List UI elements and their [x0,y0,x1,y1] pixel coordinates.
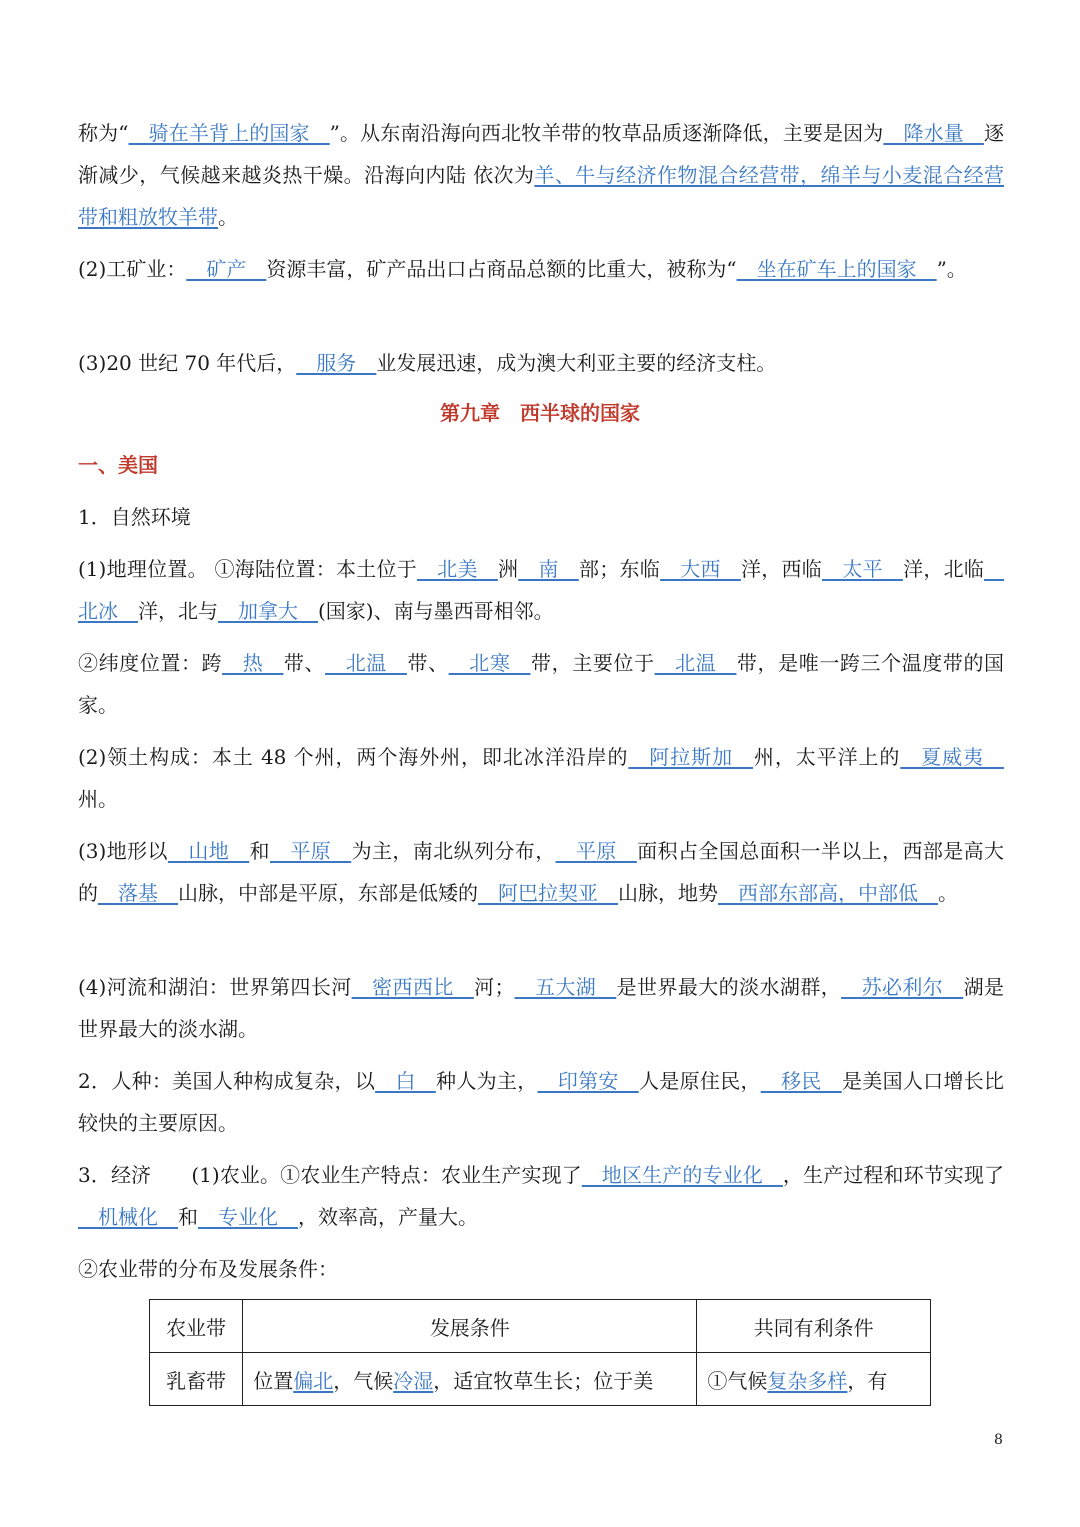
answer: __大西__ [660,557,741,581]
answer: __热__ [222,651,284,675]
answer: __机械化__ [78,1205,178,1229]
answer: 冷湿 [393,1368,434,1393]
para-australia-mining: (2)工矿业：__矿产__资源丰富，矿产品出口占商品总额的比重大，被称为“__坐在矿车上的国家__”。 [78,257,967,281]
answer: __北美__ [416,557,498,581]
answer: 偏北 [293,1368,334,1393]
table-row [150,1353,931,1406]
answer: __地区生产的专业化__ [581,1163,783,1187]
answer: __密西西比__ [351,975,474,999]
page-number: 8 [994,1432,1003,1448]
answer: __阿拉斯加__ [628,745,753,769]
table-header-cell: 农业带 [150,1300,243,1353]
para-population: 2．人种：美国人种构成复杂，以__白__种人为主，__印第安__人是原住民，__移民__是美国人口增长比较快的主要原因。 [78,1069,1005,1135]
para-latitude: ②纬度位置：跨__热__带、__北温__带、__北寒__带，主要位于__北温__带，是唯一跨三个温度带的国家。 [78,651,1005,717]
answer: __北冰__ [78,557,1005,623]
answer: __专业化__ [198,1205,298,1229]
answer: __山地__ [167,839,250,863]
para-australia-service: (3)20 世纪 70 年代后，__服务__业发展迅速，成为澳大利亚主要的经济支柱。 [78,351,777,375]
answer: 复杂多样 [767,1368,848,1393]
answer-nickname-sheep: __骑在羊背上的国家__ [128,121,330,145]
table-cell: 乳畜带 [150,1353,243,1406]
answer: __落基__ [98,881,178,905]
para-location: (1)地理位置。 ①海陆位置：本土位于__北美__洲__南__部；东临__大西__洋，西临__太平__洋，北临__北冰__洋，北与__加拿大__(国家)、南与墨西哥相邻。 [78,557,1005,623]
answer: __平原__ [269,839,352,863]
answer: __西部东部高，中部低__ [718,881,938,905]
answer: __北寒__ [448,651,531,675]
para-economy: 3．经济 (1)农业。①农业生产特点：农业生产实现了__地区生产的专业化__，生产过程和环节实现了__机械化__和__专业化__，效率高，产量大。 [78,1163,1005,1229]
answer-nickname-minecart: __坐在矿车上的国家__ [736,257,937,281]
para-terrain: (3)地形以__山地__和__平原__为主，南北纵列分布，__平原__面积占全国总面积一半以上，西部是高大的__落基__山脉，中部是平原，东部是低矮的__阿巴拉契亚__山脉，地势__西部东部高，中部低__。 [78,839,1005,905]
answer: __白__ [375,1069,436,1093]
answer-service: __服务__ [296,351,377,375]
table-cell: 位置偏北，气候冷湿，适宜牧草生长；位于美 [243,1353,697,1406]
answer: __苏必利尔__ [841,975,964,999]
answer-rainfall: __降水量__ [883,121,984,145]
answer: __加拿大__ [218,599,318,623]
table-header-cell: 发展条件 [243,1300,697,1353]
subheading-natural-environment: 1．自然环境 [78,505,191,529]
answer-belts: 羊、牛与经济作物混合经营带，绵羊与小麦混合经营带和粗放牧羊带 [78,163,1005,229]
subheading-agri-belts: ②农业带的分布及发展条件： [78,1257,338,1281]
answer: __南__ [518,557,579,581]
table-header-row [150,1300,931,1353]
answer-minerals: __矿产__ [186,257,267,281]
para-australia-pastoral: 称为“__骑在羊背上的国家__”。从东南沿海向西北牧羊带的牧草品质逐渐降低，主要是因为__降水量__逐渐减少，气候越来越炎热干燥。沿海向内陆 依次为羊、牛与经济作物混合经营带，绵羊与小麦混合经营带和粗放牧羊带。 [78,121,1005,229]
table-header-cell: 共同有利条件 [697,1300,931,1353]
answer: __北温__ [325,651,407,675]
answer: __阿巴拉契亚__ [478,881,618,905]
agriculture-table [149,1299,931,1406]
answer: __印第安__ [537,1069,639,1093]
answer: __移民__ [760,1069,842,1093]
answer: __北温__ [654,651,737,675]
answer: __五大湖__ [514,975,617,999]
section-title: 一、美国 [78,453,158,477]
chapter-title: 第九章 西半球的国家 [440,401,640,425]
para-territory: (2)领土构成：本土 48 个州，两个海外州，即北冰洋沿岸的__阿拉斯加__州，太平洋上的__夏威夷__州。 [78,745,1005,811]
para-rivers-lakes: (4)河流和湖泊：世界第四长河__密西西比__河；__五大湖__是世界最大的淡水湖群，__苏必利尔__湖是世界最大的淡水湖。 [78,975,1005,1041]
answer: __平原__ [555,839,637,863]
table-cell: ①气候复杂多样，有 [697,1353,931,1406]
answer: __太平__ [822,557,903,581]
answer: __夏威夷__ [900,745,1005,769]
